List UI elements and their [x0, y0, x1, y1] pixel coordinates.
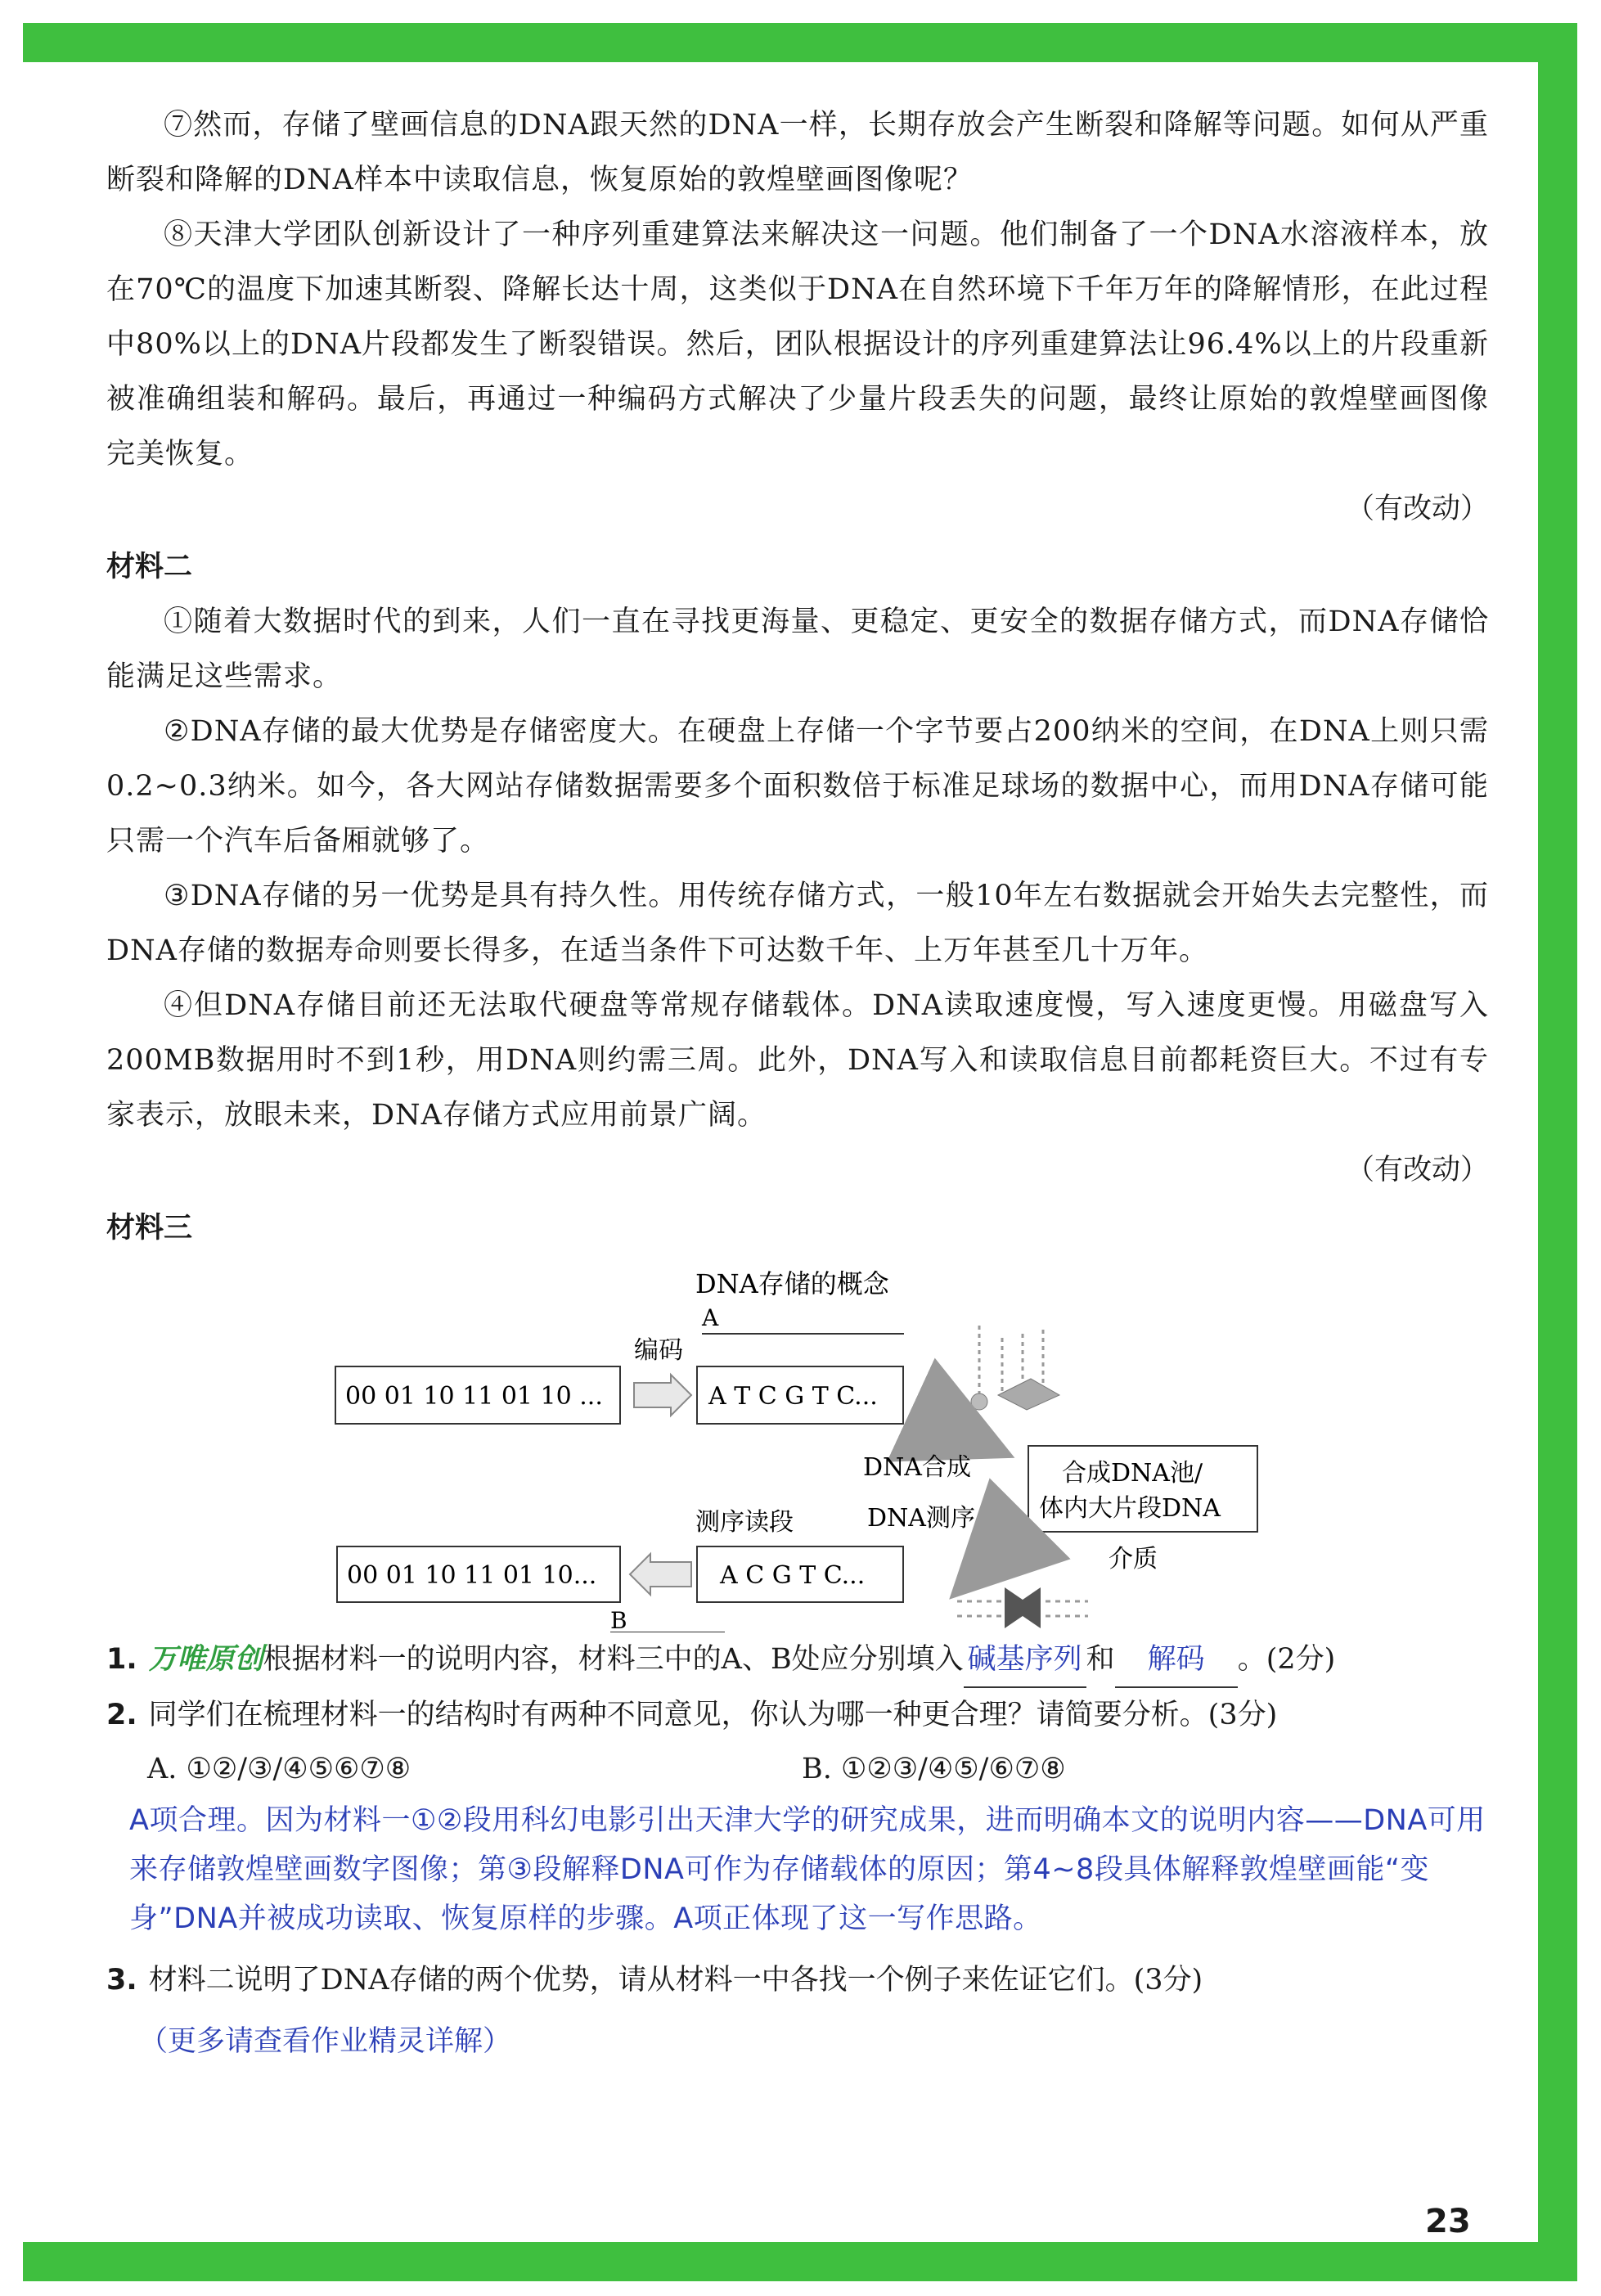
q1-text-b: 和 — [1086, 1643, 1115, 1676]
q1-badge: 万唯原创 — [148, 1643, 263, 1676]
diagram-title: DNA存储的概念 — [695, 1268, 889, 1299]
material2-paragraph-1: ①随着大数据时代的到来，人们一直在寻找更海量、更稳定、更安全的数据存储方式，而DNA存储恰能满足这些需求。 — [106, 606, 1489, 693]
read-label: 测序读段 — [695, 1508, 794, 1537]
encode-label: 编码 — [634, 1336, 683, 1365]
seq-bottom-text: A C G T C... — [720, 1561, 866, 1590]
page-border-top — [23, 23, 1577, 62]
q2-answer: A项合理。因为材料一①②段用科幻电影引出天津大学的研究成果，进而明确本文的说明内容——DNA可用来存储敦煌壁画数字图像；第③段解释DNA可作为存储载体的原因；第4~8段具体解释敦煌壁画能“变身”DNA并被成功读取、恢复原样的步骤。A项正体现了这一写作思路。 — [129, 1804, 1486, 1935]
q3-more-link[interactable]: （更多请查看作业精灵详解） — [139, 2025, 512, 2058]
question-3 — [106, 1953, 1489, 2007]
page-border-bottom — [23, 2242, 1577, 2281]
synth-label: DNA合成 — [863, 1453, 971, 1482]
q1-blank-1: 碱基序列 — [964, 1632, 1086, 1688]
seq-top-text: A T C G T C... — [708, 1382, 878, 1411]
pool-line2: 体内大片段DNA — [1039, 1494, 1221, 1523]
material2-heading: 材料二 — [106, 551, 193, 583]
material2-paragraph-4: ④但DNA存储目前还无法取代硬盘等常规存储载体。DNA读取速度慢，写入速度更慢。用磁盘写入200MB数据用时不到1秒，用DNA则约需三周。此外，DNA写入和读取信息目前都耗资巨大。不过有专家表示，放眼未来，DNA存储方式应用前景广阔。 — [106, 989, 1489, 1132]
material1-paragraph-8: ⑧天津大学团队创新设计了一种序列重建算法来解决这一问题。他们制备了一个DNA水溶液样本，放在70℃的温度下加速其断裂、降解长达十周，这类似于DNA在自然环境下千年万年的降解情形，在此过程中80%以上的DNA片段都发生了断裂错误。然后，团队根据设计的序列重建算法让96.4%以上的片段重新被准确组装和解码。最后，再通过一种编码方式解决了少量片段丢失的问题，最终让原始的敦煌壁画图像完美恢复。 — [106, 218, 1489, 470]
synth-arrow — [941, 1424, 994, 1448]
medium-label: 介质 — [1109, 1545, 1158, 1573]
sequencing-label: DNA测序 — [867, 1504, 975, 1533]
material2-paragraph-3: ③DNA存储的另一优势是具有持久性。用传统存储方式，一般10年左右数据就会开始失去完整性，而DNA存储的数据寿命则要长得多，在适当条件下可达数千年、上万年甚至几十万年。 — [106, 880, 1489, 967]
q1-text-a: 根据材料一的说明内容，材料三中的A、B处应分别填入 — [263, 1643, 964, 1676]
page-content — [106, 98, 1489, 2066]
dna-storage-diagram — [106, 1256, 1489, 1632]
sequencer-icon — [957, 1587, 1088, 1628]
q2-option-a: A. ①②/③/④⑤⑥⑦⑧ — [147, 1753, 411, 1785]
label-a: A — [702, 1304, 719, 1331]
q3-number: 3. — [106, 1964, 137, 1997]
pool-line1: 合成DNA池/ — [1062, 1459, 1203, 1488]
q3-text: 材料二说明了DNA存储的两个优势，请从材料一中各找一个例子来佐证它们。(3分) — [148, 1964, 1203, 1997]
q1-text-c: 。(2分) — [1237, 1643, 1336, 1676]
q2-options — [106, 1742, 1489, 1796]
material1-source-note: （有改动） — [1345, 493, 1489, 525]
material3-heading: 材料三 — [106, 1212, 193, 1245]
material2-paragraph-2: ②DNA存储的最大优势是存储密度大。在硬盘上存储一个字节要占200纳米的空间，在DNA上则只需0.2~0.3纳米。如今，各大网站存储数据需要多个面积数倍于标准足球场的数据中心，而用DNA存储可能只需一个汽车后备厢就够了。 — [106, 715, 1489, 858]
q1-blank-2: 解码 — [1115, 1632, 1238, 1688]
q2-option-b: B. ①②③/④⑤/⑥⑦⑧ — [802, 1753, 1066, 1785]
binary-bottom-text: 00 01 10 11 01 10... — [347, 1561, 597, 1590]
encode-arrow — [634, 1375, 691, 1416]
q1-number: 1. — [106, 1643, 137, 1676]
material2-source-note: （有改动） — [1345, 1154, 1489, 1186]
material1-paragraph-7: ⑦然而，存储了壁画信息的DNA跟天然的DNA一样，长期存放会产生断裂和降解等问题。如何从严重断裂和降解的DNA样本中读取信息，恢复原始的敦煌壁画图像呢？ — [106, 109, 1489, 196]
question-1 — [106, 1632, 1489, 1688]
label-b: B — [610, 1607, 627, 1632]
dna-storage-diagram-svg — [106, 1256, 1489, 1632]
question-2 — [106, 1688, 1489, 1742]
q2-text: 同学们在梳理材料一的结构时有两种不同意见，你认为哪一种更合理？请简要分析。(3分) — [148, 1699, 1278, 1731]
page-number: 23 — [1425, 2203, 1471, 2240]
decode-arrow — [630, 1554, 691, 1595]
q2-number: 2. — [106, 1699, 137, 1731]
sequencing-arrow — [965, 1538, 1010, 1583]
binary-top-text: 00 01 10 11 01 10 ... — [345, 1382, 603, 1411]
dna-strands-icon — [971, 1326, 1059, 1410]
page-border-right — [1538, 23, 1577, 2281]
